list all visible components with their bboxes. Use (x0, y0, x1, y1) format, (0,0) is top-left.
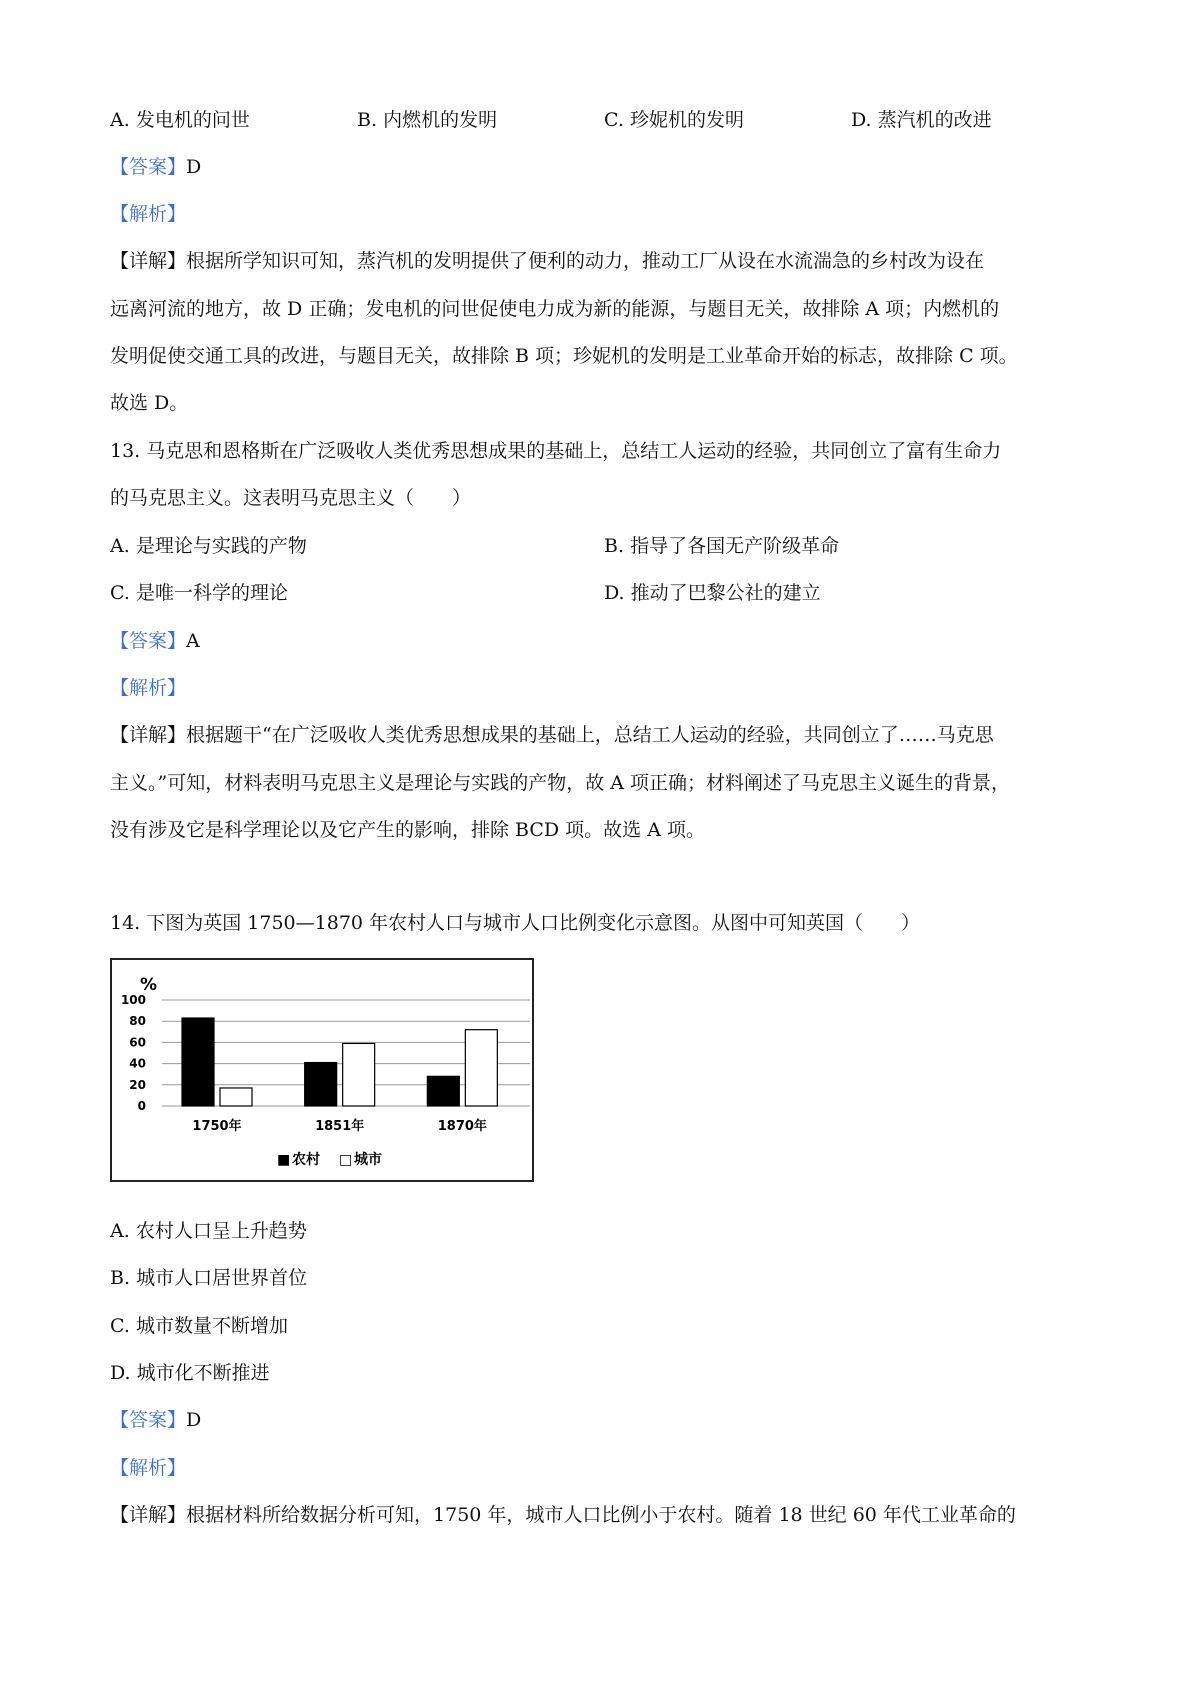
population-bar-chart (110, 958, 534, 1182)
q13-option-c[interactable] (110, 578, 288, 605)
q13-option-b[interactable] (604, 531, 839, 558)
option-letter: A. (110, 535, 130, 557)
answer-label: 【答案】 (110, 1409, 187, 1431)
legend-label: 城市 (354, 1152, 382, 1168)
bar-农村-1870年 (427, 1076, 459, 1106)
option-text: 推动了巴黎公社的建立 (630, 582, 821, 604)
option-text: 城市化不断推进 (136, 1362, 270, 1384)
option-letter: A. (110, 1220, 130, 1242)
legend-marker: □ (339, 1152, 353, 1168)
option-text: 农村人口呈上升趋势 (135, 1220, 307, 1242)
q12-detail-line-3: 发明促使交通工具的改进，与题目无关，故排除 B 项；珍妮机的发明是工业革命开始的标志，故排除 C 项。 (110, 345, 1018, 367)
bar-城市-1750年 (220, 1088, 252, 1106)
option-letter: D. (110, 1362, 131, 1384)
q14-option-b[interactable] (110, 1263, 307, 1290)
q13-detail-line-3: 没有涉及它是科学理论以及它产生的影响，排除 BCD 项。故选 A 项。 (110, 819, 705, 841)
q12-answer (110, 152, 201, 179)
y-tick-label: 40 (129, 1056, 146, 1071)
detail-text: 根据所学知识可知，蒸汽机的发明提供了便利的动力，推动工厂从设在水流湍急的乡村改为设在 (186, 250, 985, 272)
q12-detail-line-1 (110, 246, 984, 273)
answer-value: A (186, 630, 200, 652)
option-letter: B. (357, 109, 378, 131)
bar-农村-1851年 (305, 1063, 337, 1106)
q12-detail-line-4: 故选 D。 (110, 392, 189, 414)
detail-label: 【详解】 (110, 1504, 187, 1526)
option-letter: A. (110, 109, 130, 131)
option-text: 内燃机的发明 (383, 109, 498, 131)
q12-option-b[interactable] (357, 105, 497, 132)
q14-option-d[interactable] (110, 1358, 270, 1385)
q12-option-c[interactable] (604, 105, 744, 132)
legend-label: 农村 (292, 1152, 320, 1168)
q13-option-d[interactable] (604, 578, 821, 605)
x-category-label: 1750年 (192, 1119, 242, 1134)
option-letter: D. (851, 109, 872, 131)
x-category-label: 1851年 (315, 1119, 365, 1134)
answer-value: D (186, 156, 202, 178)
q12-detail-line-2: 远离河流的地方，故 D 正确；发电机的问世促使电力成为新的能源，与题目无关，故排除 A 项；内燃机的 (110, 298, 1000, 320)
q14-answer (110, 1405, 201, 1432)
q13-option-a[interactable] (110, 531, 307, 558)
y-tick-label: 80 (129, 1014, 146, 1029)
detail-text: 根据材料所给数据分析可知，1750 年，城市人口比例小于农村。随着 18 世纪 60 年代工业革命的 (186, 1504, 1016, 1526)
q14-stem: 14. 下图为英国 1750—1870 年农村人口与城市人口比例变化示意图。从图中可知英国（ ） (110, 912, 921, 934)
q13-answer (110, 626, 200, 653)
option-text: 指导了各国无产阶级革命 (630, 535, 840, 557)
q13-detail-line-2: 主义。”可知，材料表明马克思主义是理论与实践的产物，故 A 项正确；材料阐述了马克思主义诞生的背景， (110, 772, 1011, 794)
legend-marker: ■ (277, 1152, 291, 1168)
option-letter: D. (604, 582, 625, 604)
q14-detail-line-1 (110, 1500, 1016, 1527)
q12-analysis-label: 【解析】 (110, 203, 187, 225)
detail-label: 【详解】 (110, 724, 187, 746)
option-letter: B. (110, 1267, 131, 1289)
option-text: 是理论与实践的产物 (135, 535, 307, 557)
option-letter: C. (110, 582, 130, 604)
option-text: 蒸汽机的改进 (877, 109, 992, 131)
q13-analysis-label: 【解析】 (110, 677, 187, 699)
q12-option-d[interactable] (851, 105, 992, 132)
detail-label: 【详解】 (110, 250, 187, 272)
bar-城市-1870年 (465, 1030, 497, 1106)
option-letter: B. (604, 535, 625, 557)
bar-农村-1750年 (182, 1018, 214, 1106)
bar-城市-1851年 (343, 1043, 375, 1106)
q13-stem-line-1: 13. 马克思和恩格斯在广泛吸收人类优秀思想成果的基础上，总结工人运动的经验，共同创立了富有生命力 (110, 440, 1002, 462)
q12-option-a[interactable] (110, 105, 250, 132)
q13-stem-line-2: 的马克思主义。这表明马克思主义（ ） (110, 487, 472, 509)
x-category-label: 1870年 (437, 1119, 487, 1134)
option-text: 城市人口居世界首位 (136, 1267, 308, 1289)
y-axis-unit-label: % (140, 975, 158, 995)
option-letter: C. (604, 109, 624, 131)
q14-option-a[interactable] (110, 1216, 307, 1243)
answer-label: 【答案】 (110, 156, 187, 178)
q14-analysis-label: 【解析】 (110, 1457, 187, 1479)
option-text: 发电机的问世 (135, 109, 250, 131)
answer-label: 【答案】 (110, 630, 187, 652)
option-text: 城市数量不断增加 (135, 1315, 288, 1337)
detail-text: 根据题干“在广泛吸收人类优秀思想成果的基础上，总结工人运动的经验，共同创立了……马克思 (186, 724, 994, 746)
y-tick-label: 100 (120, 993, 146, 1007)
option-text: 珍妮机的发明 (629, 109, 744, 131)
y-tick-label: 60 (129, 1035, 146, 1050)
answer-value: D (186, 1409, 202, 1431)
y-tick-label: 20 (129, 1077, 146, 1092)
option-text: 是唯一科学的理论 (135, 582, 288, 604)
q13-detail-line-1 (110, 720, 994, 747)
option-letter: C. (110, 1315, 130, 1337)
chart-svg (112, 960, 532, 1180)
q14-option-c[interactable] (110, 1311, 288, 1338)
y-tick-label: 0 (137, 1099, 146, 1113)
